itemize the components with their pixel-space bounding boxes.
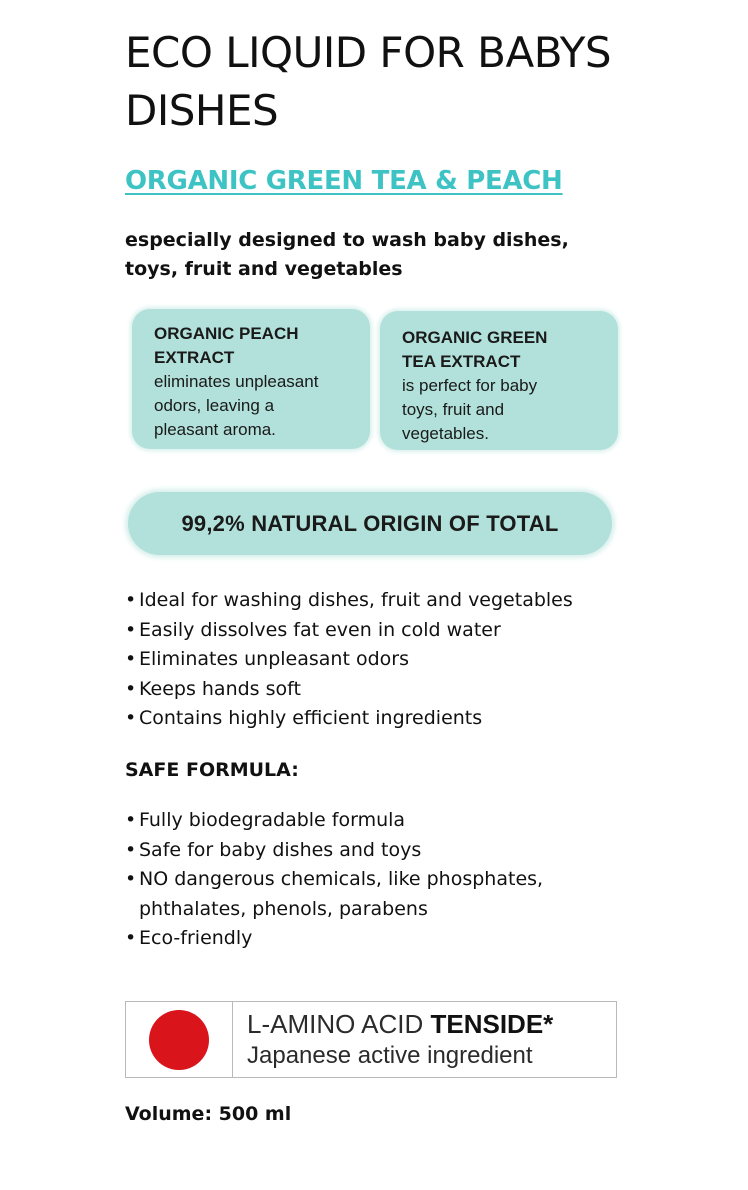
peach-extract-card [132,309,370,449]
intro-text: especially designed to wash baby dishes, toys, fruit and vegetables [125,229,569,280]
japan-flag-circle-icon [149,1010,209,1070]
product-subtitle-link[interactable]: ORGANIC GREEN TEA & PEACH [125,166,563,196]
list-item: • Eliminates unpleasant odors [125,645,645,675]
card-body: is perfect for baby toys, fruit and vegetables. [402,376,538,443]
features-list [125,586,645,734]
safe-formula-list [125,806,645,954]
card-title: ORGANIC PEACH EXTRACT [154,324,299,367]
card-body: eliminates unpleasant odors, leaving a pleasant aroma. [154,372,319,439]
list-item: • Eco-friendly [125,924,645,954]
badge-heading [247,1008,553,1040]
list-item: • Keeps hands soft [125,675,645,705]
badge-heading-prefix: L-AMINO ACID [247,1009,431,1039]
safe-formula-heading: SAFE FORMULA: [125,759,299,781]
badge-subheading: Japanese active ingredient [247,1042,533,1069]
list-item: • NO dangerous chemicals, like phosphates, phthalates, phenols, parabens [125,865,645,924]
list-item: • Easily dissolves fat even in cold water [125,616,645,646]
volume-text: Volume: 500 ml [125,1103,292,1125]
list-item: • Ideal for washing dishes, fruit and vegetables [125,586,645,616]
product-title: ECO LIQUID FOR BABYS DISHES [125,28,612,135]
badge-heading-bold: TENSIDE* [430,1009,554,1039]
badge-icon-cell [126,1002,233,1077]
card-title: ORGANIC GREEN TEA EXTRACT [402,328,548,371]
tenside-badge [125,1001,617,1078]
green-tea-extract-card [380,311,618,450]
list-item: • Contains highly efficient ingredients [125,704,645,734]
natural-origin-banner: 99,2% NATURAL ORIGIN OF TOTAL [128,492,612,555]
list-item: • Fully biodegradable formula [125,806,645,836]
list-item: • Safe for baby dishes and toys [125,836,645,866]
